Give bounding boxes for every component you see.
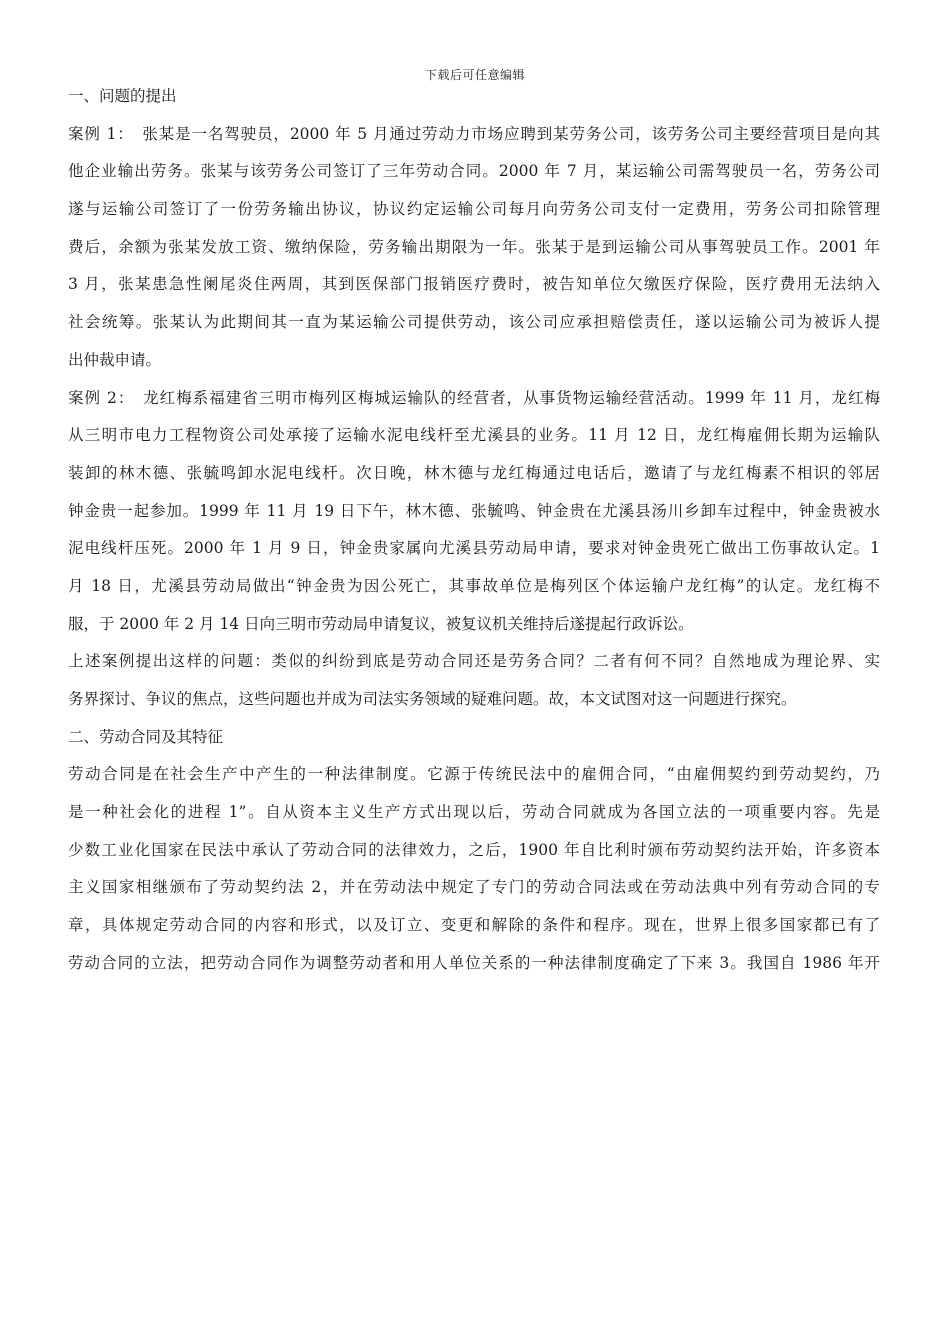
- text-line: 案例 1： 张某是一名驾驶员，2000 年 5 月通过劳动力市场应聘到某劳务公司，该劳务公司主要经营项目是向其: [68, 124, 880, 143]
- document-body: [68, 82, 880, 987]
- text-line: 他企业输出劳务。张某与该劳务公司签订了三年劳动合同。2000 年 7 月，某运输公司需驾驶员一名，劳务公司: [68, 162, 880, 181]
- text-line: 泥电线杆压死。2000 年 1 月 9 日，钟金贵家属向尤溪县劳动局申请，要求对钟金贵死亡做出工伤事故认定。1: [68, 539, 880, 558]
- text-line: 社会统筹。张某认为此期间其一直为某运输公司提供劳动，该公司应承担赔偿责任，遂以运输公司为被诉人提: [68, 313, 880, 332]
- text-line: 3 月，张某患急性阑尾炎住两周，其到医保部门报销医疗费时，被告知单位欠缴医疗保险，医疗费用无法纳入: [68, 275, 880, 294]
- text-line: 劳动合同是在社会生产中产生的一种法律制度。它源于传统民法中的雇佣合同，“由雇佣契约到劳动契约，乃: [68, 765, 880, 784]
- text-line: 月 18 日，尤溪县劳动局做出“钟金贵为因公死亡，其事故单位是梅列区个体运输户龙红梅”的认定。龙红梅不: [68, 576, 880, 595]
- text-line: 务界探讨、争议的焦点，这些问题也并成为司法实务领域的疑难问题。故，本文试图对这一问题进行探究。: [68, 690, 797, 708]
- text-line: 装卸的林木德、张毓鸣卸水泥电线杆。次日晚，林木德与龙红梅通过电话后，邀请了与龙红梅素不相识的邻居: [68, 463, 880, 482]
- text-line: 少数工业化国家在民法中承认了劳动合同的法律效力，之后，1900 年自比利时颁布劳动契约法开始，许多资本: [68, 840, 880, 859]
- text-line: 章，具体规定劳动合同的内容和形式，以及订立、变更和解除的条件和程序。现在，世界上很多国家都已有了: [68, 916, 880, 935]
- text-line: 遂与运输公司签订了一份劳务输出协议，协议约定运输公司每月向劳务公司支付一定费用，劳务公司扣除管理: [68, 200, 880, 219]
- text-line: 从三明市电力工程物资公司处承接了运输水泥电线杆至尤溪县的业务。11 月 12 日，龙红梅雇佣长期为运输队: [68, 426, 880, 445]
- text-line: 服，于 2000 年 2 月 14 日向三明市劳动局申请复议，被复议机关维持后遂提起行政诉讼。: [68, 614, 694, 633]
- text-line: 案例 2： 龙红梅系福建省三明市梅列区梅城运输队的经营者，从事货物运输经营活动。1999 年 11 月，龙红梅: [68, 388, 880, 407]
- text-line: 上述案例提出这样的问题：类似的纠纷到底是劳动合同还是劳务合同？二者有何不同？自然地成为理论界、实: [68, 652, 880, 671]
- text-line: 一、问题的提出: [68, 87, 177, 105]
- text-line: 二、劳动合同及其特征: [68, 727, 224, 746]
- text-line: 出仲裁申请。: [68, 350, 162, 369]
- text-line: 劳动合同的立法，把劳动合同作为调整劳动者和用人单位关系的一种法律制度确定了下来 3。我国自 1986 年开: [68, 953, 880, 972]
- text-line: 费后，余额为张某发放工资、缴纳保险，劳务输出期限为一年。张某于是到运输公司从事驾驶员工作。2001 年: [68, 237, 880, 256]
- text-line: 主义国家相继颁布了劳动契约法 2，并在劳动法中规定了专门的劳动合同法或在劳动法典中列有劳动合同的专: [68, 878, 880, 897]
- text-line: 是一种社会化的进程 1”。自从资本主义生产方式出现以后，劳动合同就成为各国立法的一项重要内容。先是: [68, 803, 880, 822]
- text-line: 钟金贵一起参加。1999 年 11 月 19 日下午，林木德、张毓鸣、钟金贵在尤溪县汤川乡卸车过程中，钟金贵被水: [68, 501, 880, 520]
- download-note: 下载后可任意编辑: [424, 68, 525, 82]
